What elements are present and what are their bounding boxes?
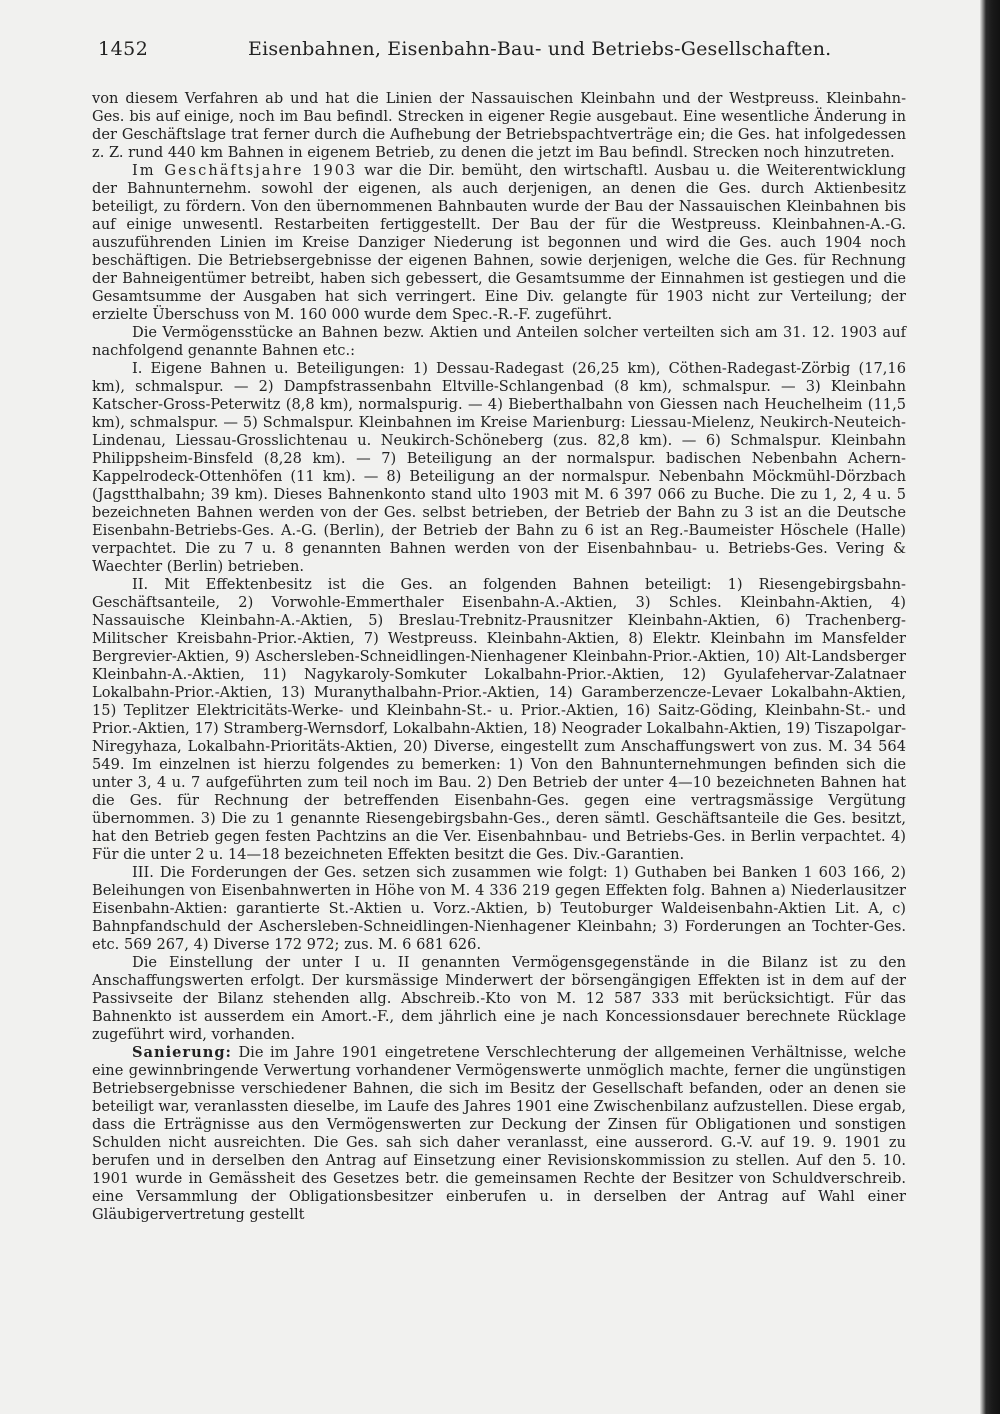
page-edge-shadow: [980, 0, 1000, 1414]
running-title: Eisenbahnen, Eisenbahn-Bau- und Betriebs-Gesellschaften.: [248, 38, 832, 60]
paragraph-body: Die im Jahre 1901 eingetretene Verschlechterung der allgemeinen Verhältnisse, welche eine gewinnbringende Verwertung vorhandener Vermögenswerte unmöglich machte, ferner die ungünstigen Betriebsergebnisse verschiedener Bahnen, die sich im Besitz der Gesellschaft befanden, oder an denen sie beteiligt war, veranlassten dieselbe, im Laufe des Jahres 1901 eine Zwischenbilanz aufzustellen. Diese ergab, dass die Erträgnisse aus den Vermögenswerten zur Deckung der Zinsen für Obligationen und sonstigen Schulden nicht ausreichten. Die Ges. sah sich daher veranlasst, eine ausserord. G.-V. auf 19. 9. 1901 zu berufen und in derselben den Antrag auf Einsetzung einer Revisionskommission zu stellen. Auf den 5. 10. 1901 wurde in Gemässheit des Gesetzes betr. die gemeinsamen Rechte der Besitzer von Schuldverschreib. eine Versammlung der Obligationsbesitzer einberufen u. in derselben der Antrag auf Wahl einer Gläubigervertretung gestellt: [92, 1044, 906, 1223]
paragraph-body: war die Dir. bemüht, den wirtschaftl. Ausbau u. die Weiterentwicklung der Bahnunternehm. sowohl der eigenen, als auch derjenigen, an denen die Ges. durch Aktienbesitz beteiligt, zu fördern. Von den übernommenen Bahnbauten wurde der Bau der Nassauischen Kleinbahnen bis auf einige unwesentl. Restarbeiten fertiggestellt. Der Bau der für die Westpreuss. Kleinbahnen-A.-G. auszuführenden Linien im Kreise Danziger Niederung ist begonnen und wird die Ges. auch 1904 noch beschäftigen. Die Betriebsergebnisse der eigenen Bahnen, sowie derjenigen, welche die Ges. für Rechnung der Bahneigentümer betreibt, haben sich gebessert, die Gesamtsumme der Einnahmen ist gestiegen und die Gesamtsumme der Ausgaben hat sich verringert. Eine Div. gelangte für 1903 nicht zur Verteilung; der erzielte Überschuss von M. 160 000 wurde dem Spec.-R.-F. zugeführt.: [92, 162, 906, 323]
page-number: 1452: [98, 38, 149, 60]
page-header: [98, 38, 908, 68]
paragraph-fiscal-year: [92, 162, 906, 324]
article-body: [92, 90, 906, 1224]
paragraph-lead-spaced: Im Geschäftsjahre 1903: [132, 162, 358, 179]
paragraph-own-railways: I. Eigene Bahnen u. Beteiligungen: 1) Dessau-Radegast (26,25 km), Cöthen-Radegast-Zörbig (17,16 km), schmalspur. — 2) Dampfstrassenbahn Eltville-Schlangenbad (8 km), schmalspur. — 3) Kleinbahn Katscher-Gross-Peterwitz (8,8 km), normalspurig. — 4) Bieberthalbahn von Giessen nach Heuchelheim (11,5 km), schmalspur. — 5) Schmalspur. Kleinbahnen im Kreise Marienburg: Liessau-Mielenz, Neukirch-Neuteich-Lindenau, Liessau-Grosslichtenau u. Neukirch-Schöneberg (zus. 82,8 km). — 6) Schmalspur. Kleinbahn Philippsheim-Binsfeld (8,28 km). — 7) Beteiligung an der normalspur. badischen Nebenbahn Achern-Kappelrodeck-Ottenhöfen (11 km). — 8) Beteiligung an der normalspur. Nebenbahn Möckmühl-Dörzbach (Jagstthalbahn; 39 km). Dieses Bahnenkonto stand ulto 1903 mit M. 6 397 066 zu Buche. Die zu 1, 2, 4 u. 5 bezeichneten Bahnen werden von der Ges. selbst betrieben, der Betrieb der Bahn zu 3 ist an die Deutsche Eisenbahn-Betriebs-Ges. A.-G. (Berlin), der Betrieb der Bahn zu 6 ist an Reg.-Baumeister Höschele (Halle) verpachtet. Die zu 7 u. 8 genannten Bahnen werden von der Eisenbahnbau- u. Betriebs-Ges. Vering & Waechter (Berlin) betrieben.: [92, 360, 906, 575]
paragraph-claims: III. Die Forderungen der Ges. setzen sich zusammen wie folgt: 1) Guthaben bei Banken 1 603 166, 2) Beleihungen von Eisenbahnwerten in Höhe von M. 4 336 219 gegen Effekten folg. Bahnen a) Niederlausitzer Eisenbahn-Aktien: garantierte St.-Aktien u. Vorz.-Aktien, b) Teutoburger Waldeisenbahn-Aktien Lit. A, c) Bahnpfandschuld der Aschersleben-Schneidlingen-Nienhagener Kleinbahn; 3) Forderungen an Tochter-Ges. etc. 569 267, 4) Diverse 172 972; zus. M. 6 681 626.: [92, 864, 906, 953]
paragraph-sanierung: [92, 1044, 906, 1224]
paragraph-intro: von diesem Verfahren ab und hat die Linien der Nassauischen Kleinbahn und der Westpreuss. Kleinbahn-Ges. bis auf einige, noch im Bau befindl. Strecken in eigener Regie ausgebaut. Eine wesentliche Änderung in der Geschäftslage trat ferner durch die Aufhebung der Betriebspachtverträge ein; die Ges. hat infolgedessen z. Z. rund 440 km Bahnen in eigenem Betrieb, zu denen die jetzt im Bau befindl. Strecken noch hinzutreten.: [92, 90, 906, 161]
paragraph-assets-intro: Die Vermögensstücke an Bahnen bezw. Aktien und Anteilen solcher verteilten sich am 31. 12. 1903 auf nachfolgend genannte Bahnen etc.:: [92, 324, 906, 359]
paragraph-lead-bold: Sanierung:: [132, 1044, 232, 1061]
paragraph-securities: II. Mit Effektenbesitz ist die Ges. an folgenden Bahnen beteiligt: 1) Riesengebirgsbahn-Geschäftsanteile, 2) Vorwohle-Emmerthaler Eisenbahn-A.-Aktien, 3) Schles. Kleinbahn-Aktien, 4) Nassauische Kleinbahn-A.-Aktien, 5) Breslau-Trebnitz-Prausnitzer Kleinbahn-Aktien, 6) Trachenberg-Militscher Kreisbahn-Prior.-Aktien, 7) Westpreuss. Kleinbahn-Aktien, 8) Elektr. Kleinbahn im Mansfelder Bergrevier-Aktien, 9) Aschersleben-Schneidlingen-Nienhagener Kleinbahn-Prior.-Aktien, 10) Alt-Landsberger Kleinbahn-A.-Aktien, 11) Nagykaroly-Somkuter Lokalbahn-Prior.-Aktien, 12) Gyulafehervar-Zalatnaer Lokalbahn-Prior.-Aktien, 13) Muranythalbahn-Prior.-Aktien, 14) Garamberzencze-Levaer Lokalbahn-Aktien, 15) Teplitzer Elektricitäts-Werke- und Kleinbahn-St.- u. Prior.-Aktien, 16) Saitz-Göding, Kleinbahn-St.- und Prior.-Aktien, 17) Stramberg-Wernsdorf, Lokalbahn-Aktien, 18) Neograder Lokalbahn-Aktien, 19) Tiszapolgar-Niregyhaza, Lokalbahn-Prioritäts-Aktien, 20) Diverse, eingestellt zum Anschaffungswert von zus. M. 34 564 549. Im einzelnen ist hierzu folgendes zu bemerken: 1) Von den Bahnunternehmungen befinden sich die unter 3, 4 u. 7 aufgeführten zum teil noch im Bau. 2) Den Betrieb der unter 4—10 bezeichneten Bahnen hat die Ges. für Rechnung der betreffenden Eisenbahn-Ges. gegen eine vertragsmässige Vergütung übernommen. 3) Die zu 1 genannte Riesengebirgsbahn-Ges., deren sämtl. Geschäftsanteile die Ges. besitzt, hat den Betrieb gegen festen Pachtzins an die Ver. Eisenbahnbau- und Betriebs-Ges. in Berlin verpachtet. 4) Für die unter 2 u. 14—18 bezeichneten Effekten besitzt die Ges. Div.-Garantien.: [92, 576, 906, 863]
paragraph-balance: Die Einstellung der unter I u. II genannten Vermögensgegenstände in die Bilanz ist zu den Anschaffungswerten erfolgt. Der kursmässige Minderwert der börsengängigen Effekten ist in dem auf der Passivseite der Bilanz stehenden allg. Abschreib.-Kto von M. 12 587 333 mit berücksichtigt. Für das Bahnenkto ist ausserdem ein Amort.-F., dem jährlich eine je nach Koncessionsdauer berechnete Rücklage zugeführt wird, vorhanden.: [92, 954, 906, 1043]
